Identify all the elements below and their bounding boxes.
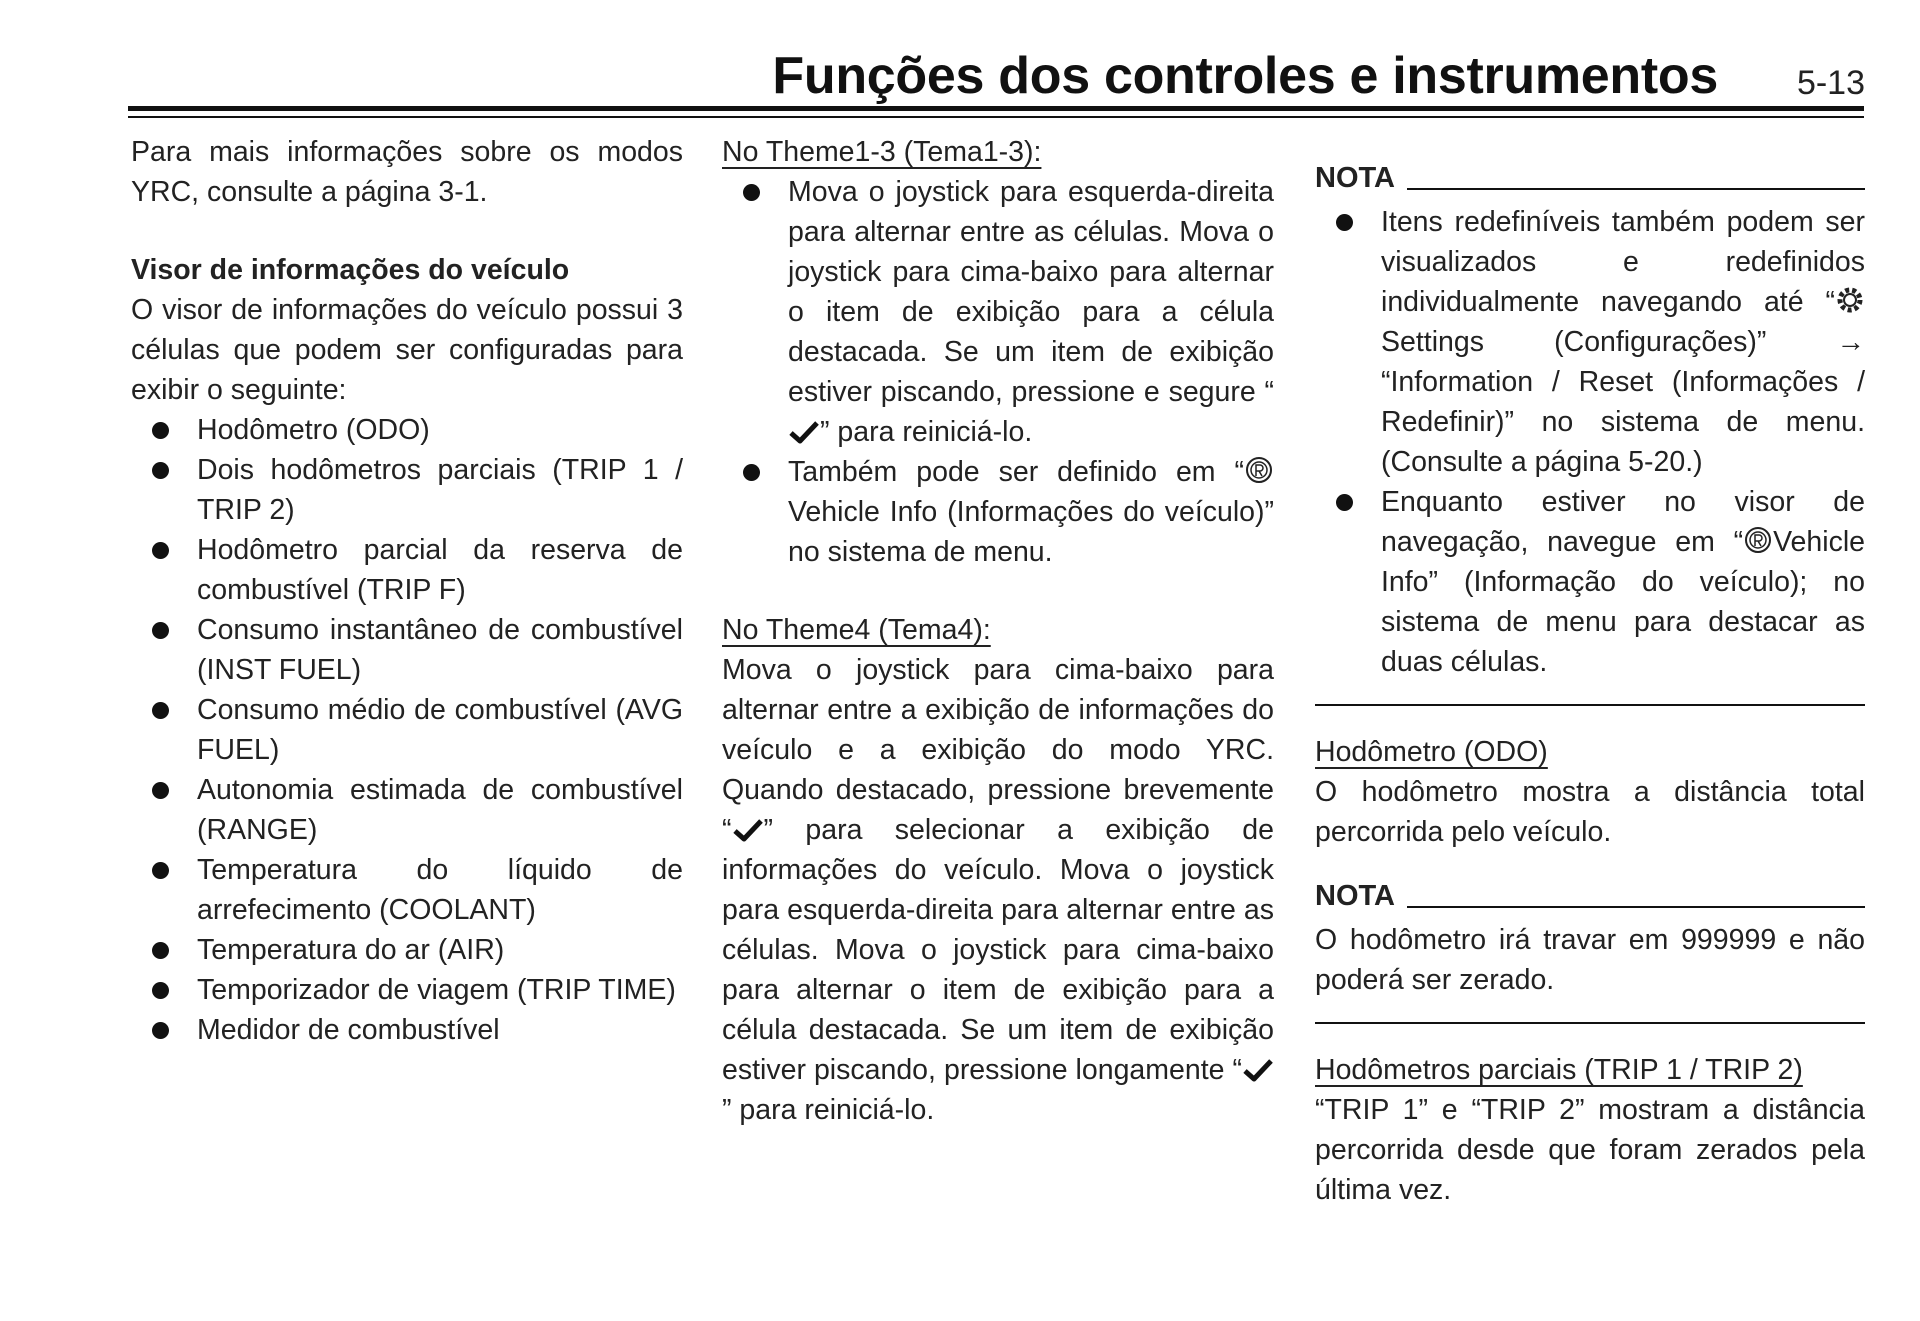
nota-paragraph: O hodômetro irá travar em 999999 e não poderá ser zerado. (1315, 924, 1865, 996)
section-paragraph: O visor de informações do veículo possui 3 células que podem ser configuradas para exibir o seguinte: (131, 294, 683, 406)
header-rule-thick (128, 106, 1864, 111)
list-item: Consumo instantâneo de combustível (INST FUEL) (131, 610, 683, 690)
list-item: Enquanto estiver no visor de navegação, navegue em “ Vehicle Info” (Informação do veículo); no sistema de menu para destacar as duas células. (1315, 482, 1865, 682)
nota-heading: NOTA (1315, 876, 1865, 916)
theme13-list (722, 172, 1274, 572)
checkmark-icon (788, 419, 820, 445)
odo-heading: Hodômetro (ODO) (1315, 736, 1548, 768)
list-item: Temperatura do líquido de arrefecimento (COOLANT) (131, 850, 683, 930)
divider (1315, 1022, 1865, 1024)
list-item: Itens redefiníveis também podem ser visualizados e redefinidos individualmente navegando até “ Settings (Configurações)” → “Information / Reset (Informações / Redefinir)” no sistema de menu. (Consulte a página 5-20.) (1315, 202, 1865, 482)
list-item: Autonomia estimada de combustível (RANGE) (131, 770, 683, 850)
column-middle (722, 132, 1274, 1130)
nota-heading: NOTA (1315, 158, 1865, 198)
trip-heading: Hodômetros parciais (TRIP 1 / TRIP 2) (1315, 1054, 1803, 1086)
column-left (131, 132, 683, 1050)
list-item: Temperatura do ar (AIR) (131, 930, 683, 970)
list-item: Medidor de combustível (131, 1010, 683, 1050)
theme4-heading: No Theme4 (Tema4): (722, 614, 991, 646)
intro-paragraph: Para mais informações sobre os modos YRC, consulte a página 3-1. (131, 136, 683, 208)
header-rule-thin (128, 116, 1864, 118)
gear-icon (1835, 285, 1865, 315)
divider (1315, 704, 1865, 706)
list-item: Também pode ser definido em “ Vehicle Info (Informações do veículo)” no sistema de menu. (722, 452, 1274, 572)
page-number: 5-13 (1796, 64, 1865, 102)
list-item: Hodômetro (ODO) (131, 410, 683, 450)
list-item: Hodômetro parcial da reserva de combustível (TRIP F) (131, 530, 683, 610)
vehicle-info-icon (1743, 525, 1773, 555)
vehicle-info-icon (1244, 455, 1274, 485)
nota-list (1315, 202, 1865, 682)
list-item: Consumo médio de combustível (AVG FUEL) (131, 690, 683, 770)
column-right (1315, 132, 1865, 1210)
checkmark-icon (732, 817, 764, 843)
list-item: Mova o joystick para esquerda-direita para alternar entre as células. Mova o joystick para cima-baixo para alternar o item de exibição para a célula destacada. Se um item de exibição estiver piscando, pressione e segure “” para reiniciá-lo. (722, 172, 1274, 452)
list-item: Temporizador de viagem (TRIP TIME) (131, 970, 683, 1010)
checkmark-icon (1242, 1057, 1274, 1083)
display-items-list (131, 410, 683, 1050)
theme13-heading: No Theme1-3 (Tema1-3): (722, 136, 1042, 168)
list-item: Dois hodômetros parciais (TRIP 1 / TRIP 2) (131, 450, 683, 530)
section-heading: Visor de informações do veículo (131, 254, 570, 286)
theme4-paragraph: Mova o joystick para cima-baixo para alternar entre a exibição de informações do veículo e a exibição do modo YRC. Quando destacado, pressione brevemente “ ” para selecionar a exibição de informações do veículo. Mova o joystick para esquerda-direita para alternar entre as células. Mova o joystick para cima-baixo para alternar o item de exibição para a célula destacada. Se um item de exibição estiver piscando, pressione longamente “” para reiniciá-lo. (722, 654, 1274, 1126)
odo-paragraph: O hodômetro mostra a distância total percorrida pelo veículo. (1315, 776, 1865, 848)
page-title: Funções dos controles e instrumentos (772, 47, 1718, 105)
trip-paragraph: “TRIP 1” e “TRIP 2” mostram a distância percorrida desde que foram zerados pela última vez. (1315, 1094, 1865, 1206)
